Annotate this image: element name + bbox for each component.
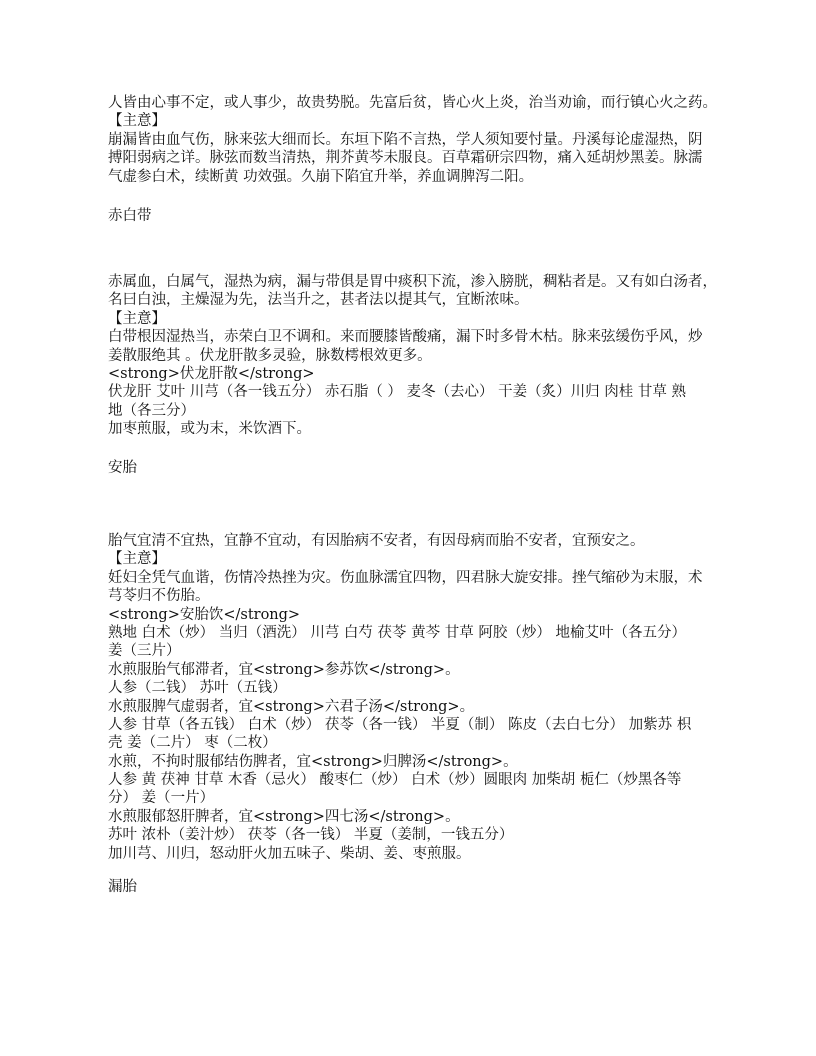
text-line: 白带根因湿热当，赤荣白卫不调和。来而腰膝皆酸痛，漏下时多骨木枯。脉来弦缓伤乎风，炒 <box>108 329 703 346</box>
section-heading: 漏胎 <box>108 879 137 895</box>
formula-name: <strong>安胎饮</strong> <box>108 606 301 623</box>
heading-antai-wrap <box>108 459 718 477</box>
section-chibaidai <box>108 273 718 439</box>
section-heading: 安胎 <box>108 460 137 476</box>
text-line: 崩漏皆由血气伤，脉来弦大细而长。东垣下陷不言热，学人须知要忖量。丹溪每论虚湿热，阴 <box>108 131 703 148</box>
text-line: 名曰白浊，主燥湿为先，法当升之，甚者法以提其气，宜断浓味。 <box>108 292 529 309</box>
text-line: 赤属血，白属气，湿热为病，漏与带俱是胃中痰积下流，渗入膀胱，稠粘者是。又有如白汤者， <box>108 274 717 290</box>
ingredients-line: 姜（三片） <box>108 643 181 660</box>
text-line: 水煎，不拘时服郁结伤脾者，宜<strong>归脾汤</strong>。 <box>108 753 518 770</box>
ingredients-line: 地（各三分） <box>108 402 195 419</box>
zhuyi-label: 【主意】 <box>108 310 166 327</box>
section-antai <box>108 532 718 863</box>
text-line: 水煎服郁怒肝脾者，宜<strong>四七汤</strong>。 <box>108 808 460 825</box>
ingredients-line: 分） 姜（一片） <box>108 790 215 807</box>
zhuyi-label: 【主意】 <box>108 113 166 130</box>
text-line: 加枣煎服，或为末，米饮酒下。 <box>108 421 311 438</box>
ingredients-line: 壳 姜（二片） 枣（二枚） <box>108 735 277 752</box>
text-line: 姜散服绝其 。伏龙肝散多灵验，脉数樗根效更多。 <box>108 347 432 364</box>
ingredients-line: 苏叶 浓朴（姜汁炒） 茯苓（各一钱） 半夏（姜制，一钱五分） <box>108 827 514 844</box>
heading-chibaidai-wrap <box>108 207 718 225</box>
ingredients-line: 人参 甘草（各五钱） 白术（炒） 茯苓（各一钱） 半夏（制） 陈皮（去白七分） 加紫苏 枳 <box>108 716 692 733</box>
formula-name: <strong>伏龙肝散</strong> <box>108 365 315 382</box>
text-line: 妊妇全凭气血谐，伤情冷热挫为灾。伤血脉濡宜四物，四君脉大旋安排。挫气缩砂为末服，术 <box>108 569 703 586</box>
heading-loutai-wrap <box>108 878 718 896</box>
text-line: 胎气宜清不宜热，宜静不宜动，有因胎病不安者，有因母病而胎不安者，宜预安之。 <box>108 533 645 549</box>
zhuyi-label: 【主意】 <box>108 551 166 568</box>
ingredients-line: 伏龙肝 艾叶 川芎（各一钱五分） 赤石脂（ ） 麦冬（去心） 干姜（炙）川归 肉桂 甘草 熟 <box>108 384 686 401</box>
ingredients-line: 人参（二钱） 苏叶（五钱） <box>108 680 287 697</box>
ingredients-line: 人参 黄 茯神 甘草 木香（忌火） 酸枣仁（炒） 白术（炒）圆眼肉 加柴胡 栀仁（炒黑各等 <box>108 772 682 789</box>
ingredients-line: 熟地 白术（炒） 当归（酒洗） 川芎 白芍 茯苓 黄芩 甘草 阿胶（炒） 地榆艾叶（各五分） <box>108 624 686 641</box>
text-line: 加川芎、川归，怒动肝火加五味子、柴胡、姜、枣煎服。 <box>108 845 471 862</box>
text-line: 搏阳弱病之详。脉弦而数当清热，荆芥黄芩未服良。百草霜研宗四物，痛入延胡炒黑姜。脉濡 <box>108 150 703 167</box>
text-line: 气虚参白术，续断黄 功效强。久崩下陷宜升举，养血调脾泻二阳。 <box>108 168 534 185</box>
text-line: 水煎服胎气郁滞者，宜<strong>参苏饮</strong>。 <box>108 661 460 678</box>
section-intro <box>108 94 718 186</box>
section-heading: 赤白带 <box>108 208 152 224</box>
text-line: 芎苓归不伤胎。 <box>108 588 210 605</box>
text-line: 人皆由心事不定，或人事少，故贵势脱。先富后贫，皆心火上炎，治当劝谕，而行镇心火之药。 <box>108 95 717 111</box>
text-line: 水煎服脾气虚弱者，宜<strong>六君子汤</strong>。 <box>108 698 475 715</box>
